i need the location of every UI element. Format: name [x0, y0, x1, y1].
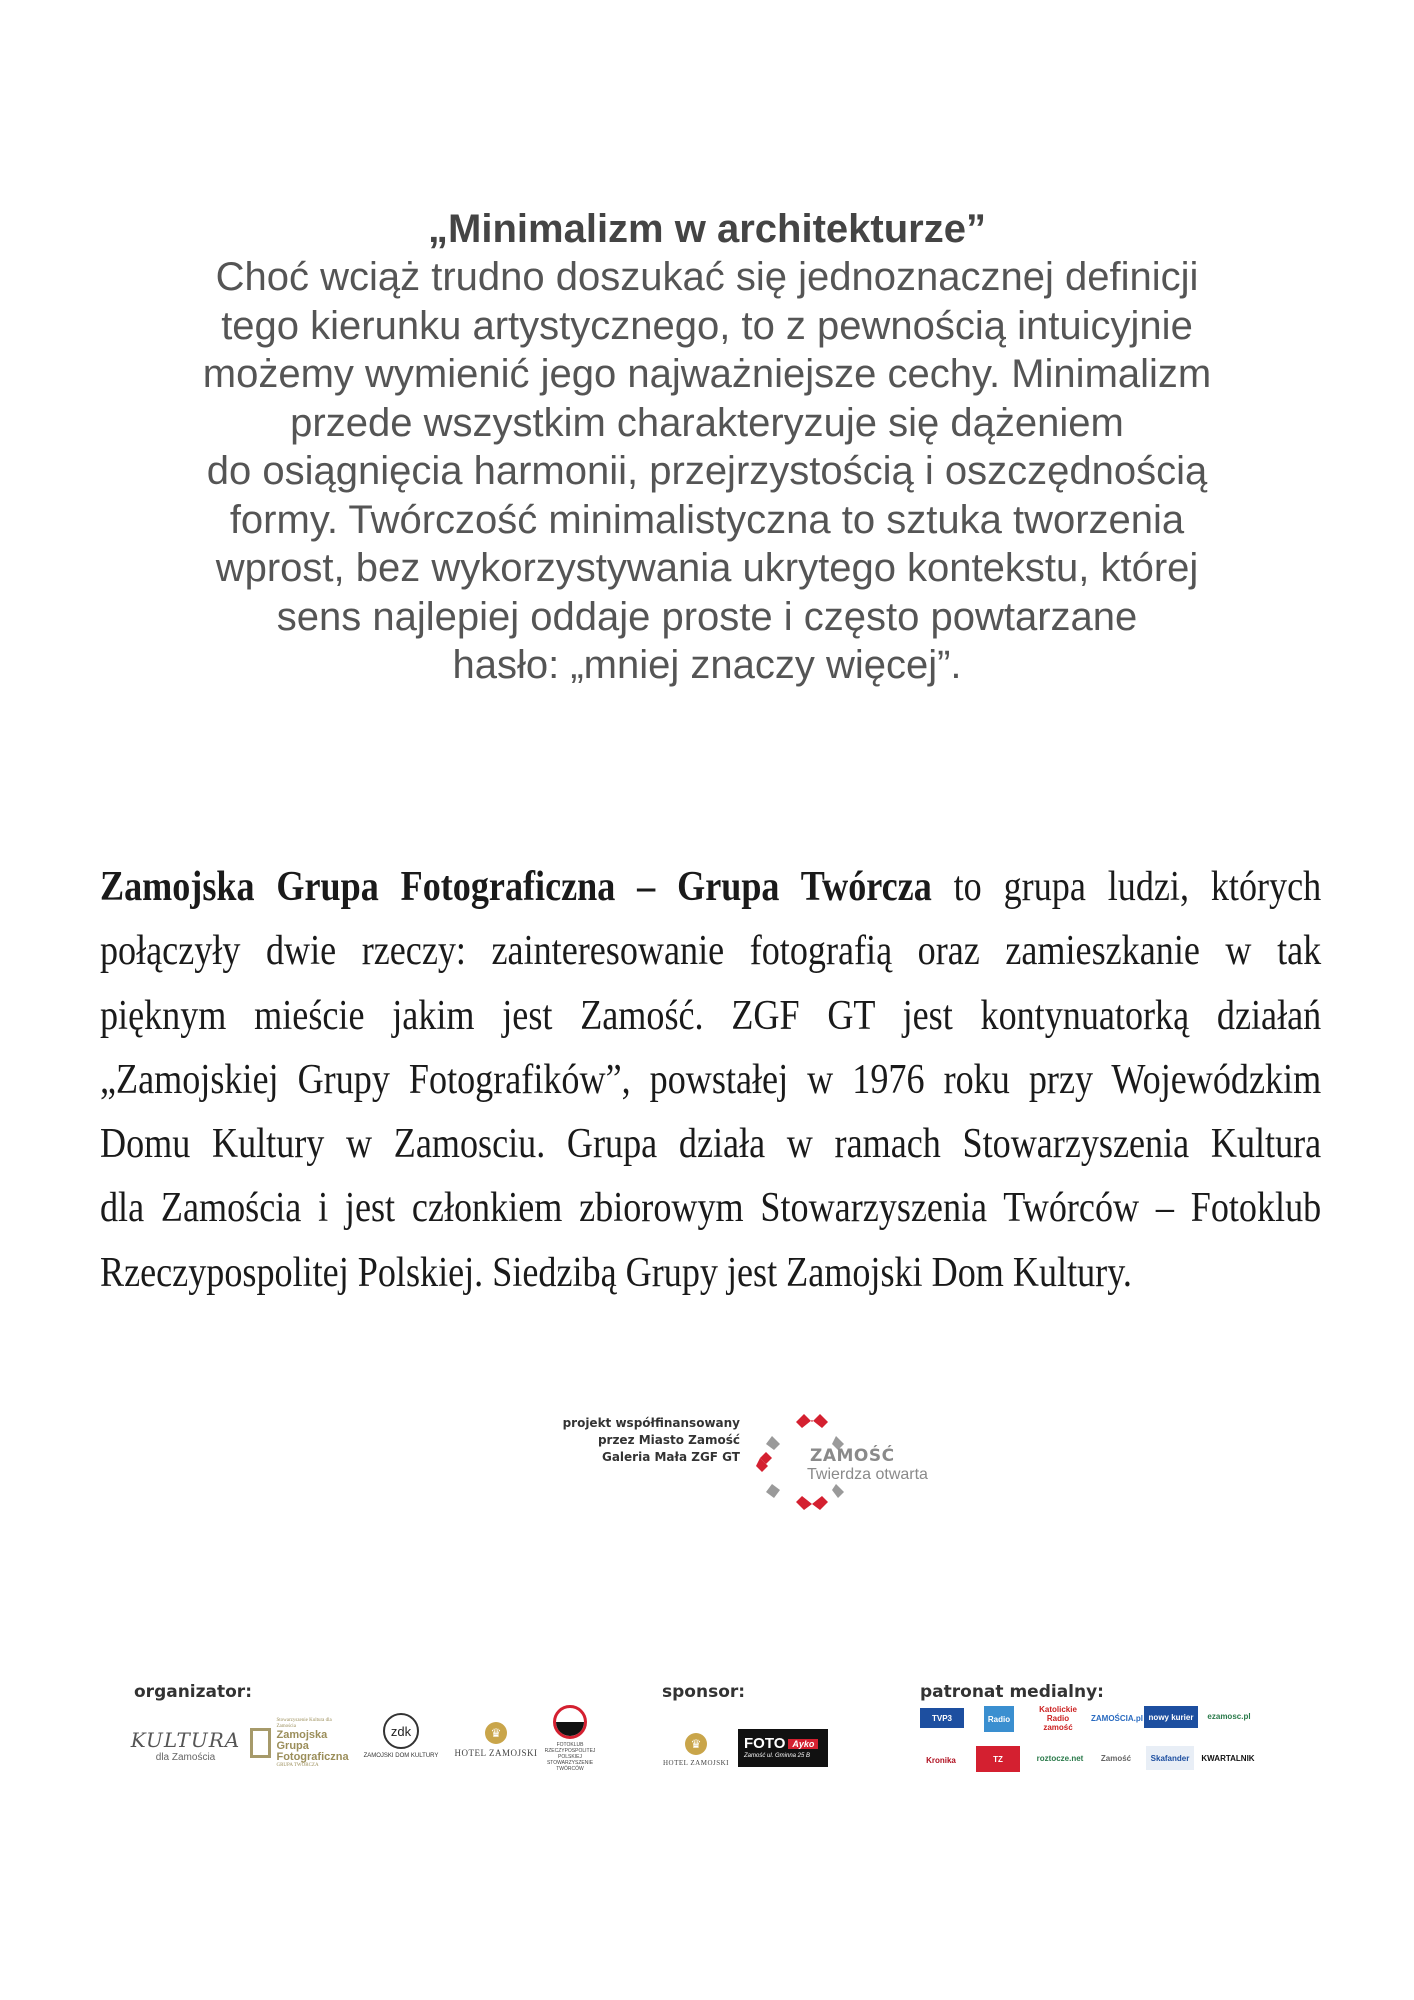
- media-logo: TZ: [976, 1746, 1020, 1772]
- zgf-logo: [250, 1718, 350, 1768]
- intro-line: tego kierunku artystycznego, to z pewnością intuicyjnie: [221, 303, 1193, 348]
- group-name: Zamojska Grupa Fotograficzna – Grupa Twórcza: [100, 864, 932, 910]
- zgf-line: Grupa: [276, 1739, 309, 1752]
- media-logo: TVP3: [920, 1708, 964, 1728]
- intro-line: hasło: „mniej znaczy więcej”.: [452, 643, 962, 687]
- zgf-logo-text: [276, 1718, 350, 1769]
- about-line-rest: to grupa ludzi, których: [931, 864, 1322, 910]
- funding-line: przez Miasto Zamość: [597, 1433, 740, 1447]
- zgf-line: Fotograficzna: [276, 1750, 349, 1763]
- about-line: Domu Kultury w Zamosciu. Grupa działa w ramach Stowarzyszenia Kultura: [100, 1121, 1322, 1168]
- funding-note: [480, 1415, 740, 1466]
- about-line: pięknym mieście jakim jest Zamość. ZGF GT jest kontynuatorką działań: [100, 992, 1322, 1039]
- zgf-line: Zamojska: [276, 1728, 328, 1741]
- fotoklub-emblem-icon: [553, 1705, 587, 1739]
- media-logo: Skafander: [1146, 1746, 1194, 1770]
- intro-line: przede wszystkim charakteryzuje się dążeniem: [290, 400, 1124, 445]
- funding-line: projekt współfinansowany: [562, 1416, 740, 1430]
- foto-brand: Ayko: [788, 1739, 818, 1749]
- foto-ayko-logo: [738, 1728, 828, 1768]
- media-label: patronat medialny:: [920, 1682, 1104, 1702]
- zgf-frame-icon: [250, 1728, 271, 1758]
- media-logo: Zamość: [1092, 1750, 1140, 1766]
- intro-line: możemy wymienić jego najważniejsze cechy. Minimalizm: [202, 352, 1212, 396]
- intro-title: „Minimalizm w architekturze”: [428, 207, 986, 251]
- hotel-name: HOTEL ZAMOJSKI: [454, 1748, 538, 1758]
- hotel-name: HOTEL ZAMOJSKI: [662, 1759, 730, 1767]
- about-line: połączyły dwie rzeczy: zainteresowanie fotografią oraz zamieszkanie w tak: [100, 928, 1322, 975]
- media-logo: Kronika: [918, 1750, 964, 1770]
- zgf-top: Stowarzyszenie Kultura dla Zamościa: [276, 1717, 332, 1729]
- fotoklub-text: FOTOKLUB RZECZYPOSPOLITEJ POLSKIEJ STOWARZYSZENIE TWÓRCÓW: [544, 1741, 596, 1772]
- media-logo: roztocze.net: [1034, 1750, 1086, 1766]
- hotel-zamojski-logo: [456, 1712, 536, 1768]
- zamosc-logo-name: ZAMOŚĆ: [810, 1446, 895, 1466]
- zgf-bottom: GRUPA TWÓRCZA: [276, 1762, 319, 1768]
- zdk-mark: zdk: [383, 1713, 419, 1749]
- zamosc-logo: [752, 1408, 942, 1518]
- intro-block: [80, 205, 1334, 690]
- media-logo: KWARTALNIK: [1200, 1748, 1256, 1768]
- foto-address: Zamość ul. Gminna 25 B: [744, 1753, 811, 1760]
- intro-line: sens najlepiej oddaje proste i często powtarzane: [276, 594, 1138, 639]
- media-logo: ZAMOŚCIA.pl: [1090, 1710, 1144, 1726]
- intro-line: do osiągnięcia harmonii, przejrzystością i oszczędnością: [206, 449, 1208, 493]
- about-line: dla Zamościa i jest członkiem zbiorowym Stowarzyszenia Twórców – Fotoklub: [100, 1185, 1322, 1232]
- organizer-label: organizator:: [134, 1682, 252, 1702]
- hotel-emblem-icon: ♛: [485, 1722, 507, 1744]
- fotoklub-logo: [540, 1704, 600, 1772]
- foto-ayko-box: [738, 1729, 828, 1767]
- zamosc-logo-tagline: Twierdza otwarta: [807, 1466, 928, 1483]
- hotel-emblem-icon: ♛: [685, 1733, 707, 1755]
- funding-line: Galeria Mała ZGF GT: [601, 1450, 740, 1464]
- zdk-logo: [356, 1704, 446, 1768]
- about-paragraph: [100, 855, 1321, 1305]
- media-logo: nowy kurier: [1144, 1706, 1198, 1728]
- about-line: „Zamojskiej Grupy Fotografików”, powstałej w 1976 roku przy Wojewódzkim: [100, 1056, 1322, 1103]
- media-logo: Katolickie Radio zamość: [1036, 1706, 1080, 1730]
- intro-line: wprost, bez wykorzystywania ukrytego kontekstu, której: [215, 546, 1199, 590]
- foto-title-row: [744, 1736, 818, 1752]
- kultura-logo-sub: dla Zamościa: [155, 1751, 216, 1763]
- sponsor-hotel-logo: [662, 1728, 730, 1772]
- foto-title: FOTO: [744, 1734, 786, 1752]
- sponsor-label: sponsor:: [662, 1682, 746, 1702]
- kultura-logo-main: KULTURA: [130, 1727, 241, 1752]
- intro-line: Choć wciąż trudno doszukać się jednoznacznej definicji: [215, 255, 1199, 299]
- kultura-logo: [128, 1722, 243, 1768]
- media-logo: Radio: [984, 1706, 1014, 1732]
- intro-line: formy. Twórczość minimalistyczna to sztuka tworzenia: [229, 497, 1185, 542]
- about-line: [100, 855, 1321, 919]
- about-line: Rzeczypospolitej Polskiej. Siedzibą Grupy jest Zamojski Dom Kultury.: [100, 1249, 1132, 1296]
- zdk-name: ZAMOJSKI DOM KULTURY: [363, 1753, 439, 1759]
- media-logo: ezamosc.pl: [1202, 1708, 1256, 1724]
